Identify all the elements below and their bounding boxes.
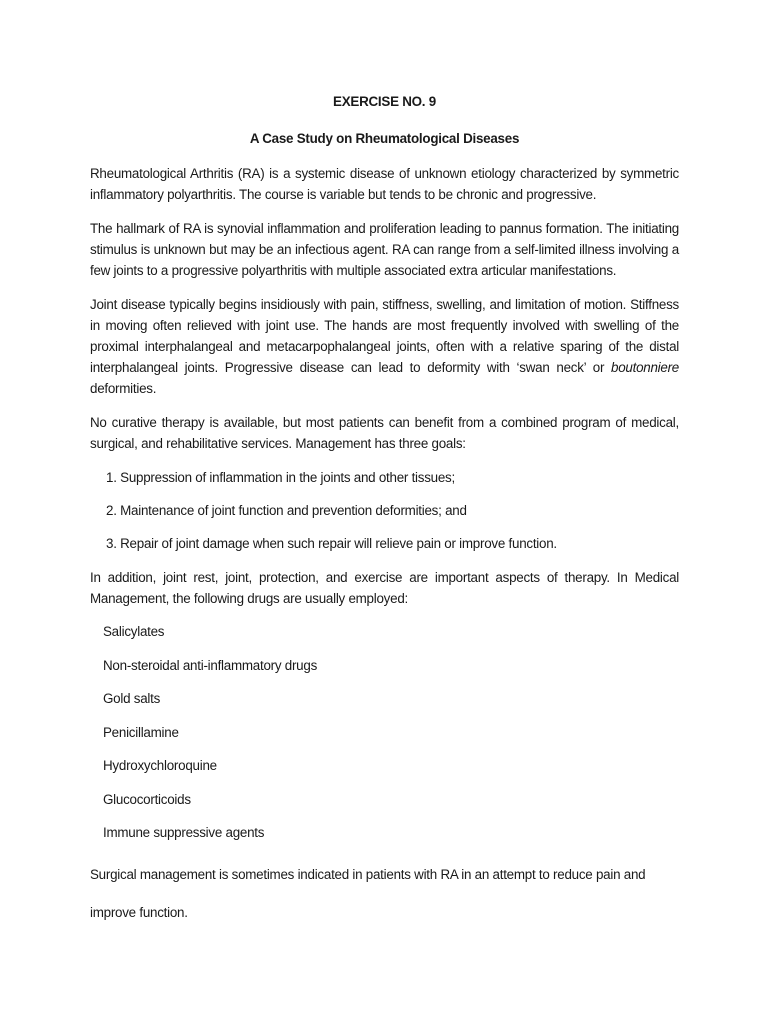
paragraph-therapy: No curative therapy is available, but most patients can benefit from a combined program of medical, surgical, and rehabilitative services. Management has three goals: (90, 415, 679, 451)
goals-list (90, 467, 679, 554)
goal-item: 3. Repair of joint damage when such repair will relieve pain or improve function. (106, 536, 557, 551)
drug-item: Hydroxychloroquine (103, 758, 217, 773)
drug-item: Penicillamine (103, 724, 179, 740)
paragraph-hallmark: The hallmark of RA is synovial inflammation and proliferation leading to pannus formation. The initiating stimulus is unknown but may be an infectious agent. RA can range from a self-limited illness involving a few joints to a progressive polyarthritis with multiple associated extra articular manifestations. (90, 221, 679, 278)
goal-item: 2. Maintenance of joint function and prevention deformities; and (106, 503, 467, 518)
drug-item: Salicylates (103, 624, 165, 639)
joint-text-before: Joint disease typically begins insidiously with pain, stiffness, swelling, and limitation of motion. Stiffness in moving often relieved with joint use. The hands are most frequently involved with swelling of the proximal interphalangeal and metacarpophalangeal joints, often with a relative sparing of the distal interphalangeal joints. Progressive disease can lead to deformity with ‘swan neck’ or (90, 297, 679, 375)
paragraph-surgical-management: Surgical management is sometimes indicated in patients with RA in an attempt to reduce pain and improve function. (90, 866, 646, 920)
drug-item: Non-steroidal anti-inflammatory drugs (103, 657, 318, 673)
paragraph-medical-management: In addition, joint rest, joint, protection, and exercise are important aspects of therapy. In Medical Management, the following drugs are usually employed: (90, 570, 679, 606)
exercise-title: EXERCISE NO. 9 (333, 94, 436, 109)
drug-item: Immune suppressive agents (103, 825, 265, 840)
case-study-subtitle: A Case Study on Rheumatological Diseases (249, 131, 520, 146)
drugs-list (90, 621, 679, 843)
goal-item: 1. Suppression of inflammation in the joints and other tissues; (106, 470, 455, 485)
paragraph-joint-disease (90, 294, 679, 399)
paragraph-definition: Rheumatological Arthritis (RA) is a systemic disease of unknown etiology characterized by symmetric inflammatory polyarthritis. The course is variable but tends to be chronic and progressive. (90, 166, 679, 202)
joint-text-italic: boutonniere (611, 360, 679, 375)
drug-item: Gold salts (103, 691, 161, 706)
drug-item: Glucocorticoids (103, 791, 191, 807)
joint-text-after: deformities. (90, 381, 157, 396)
